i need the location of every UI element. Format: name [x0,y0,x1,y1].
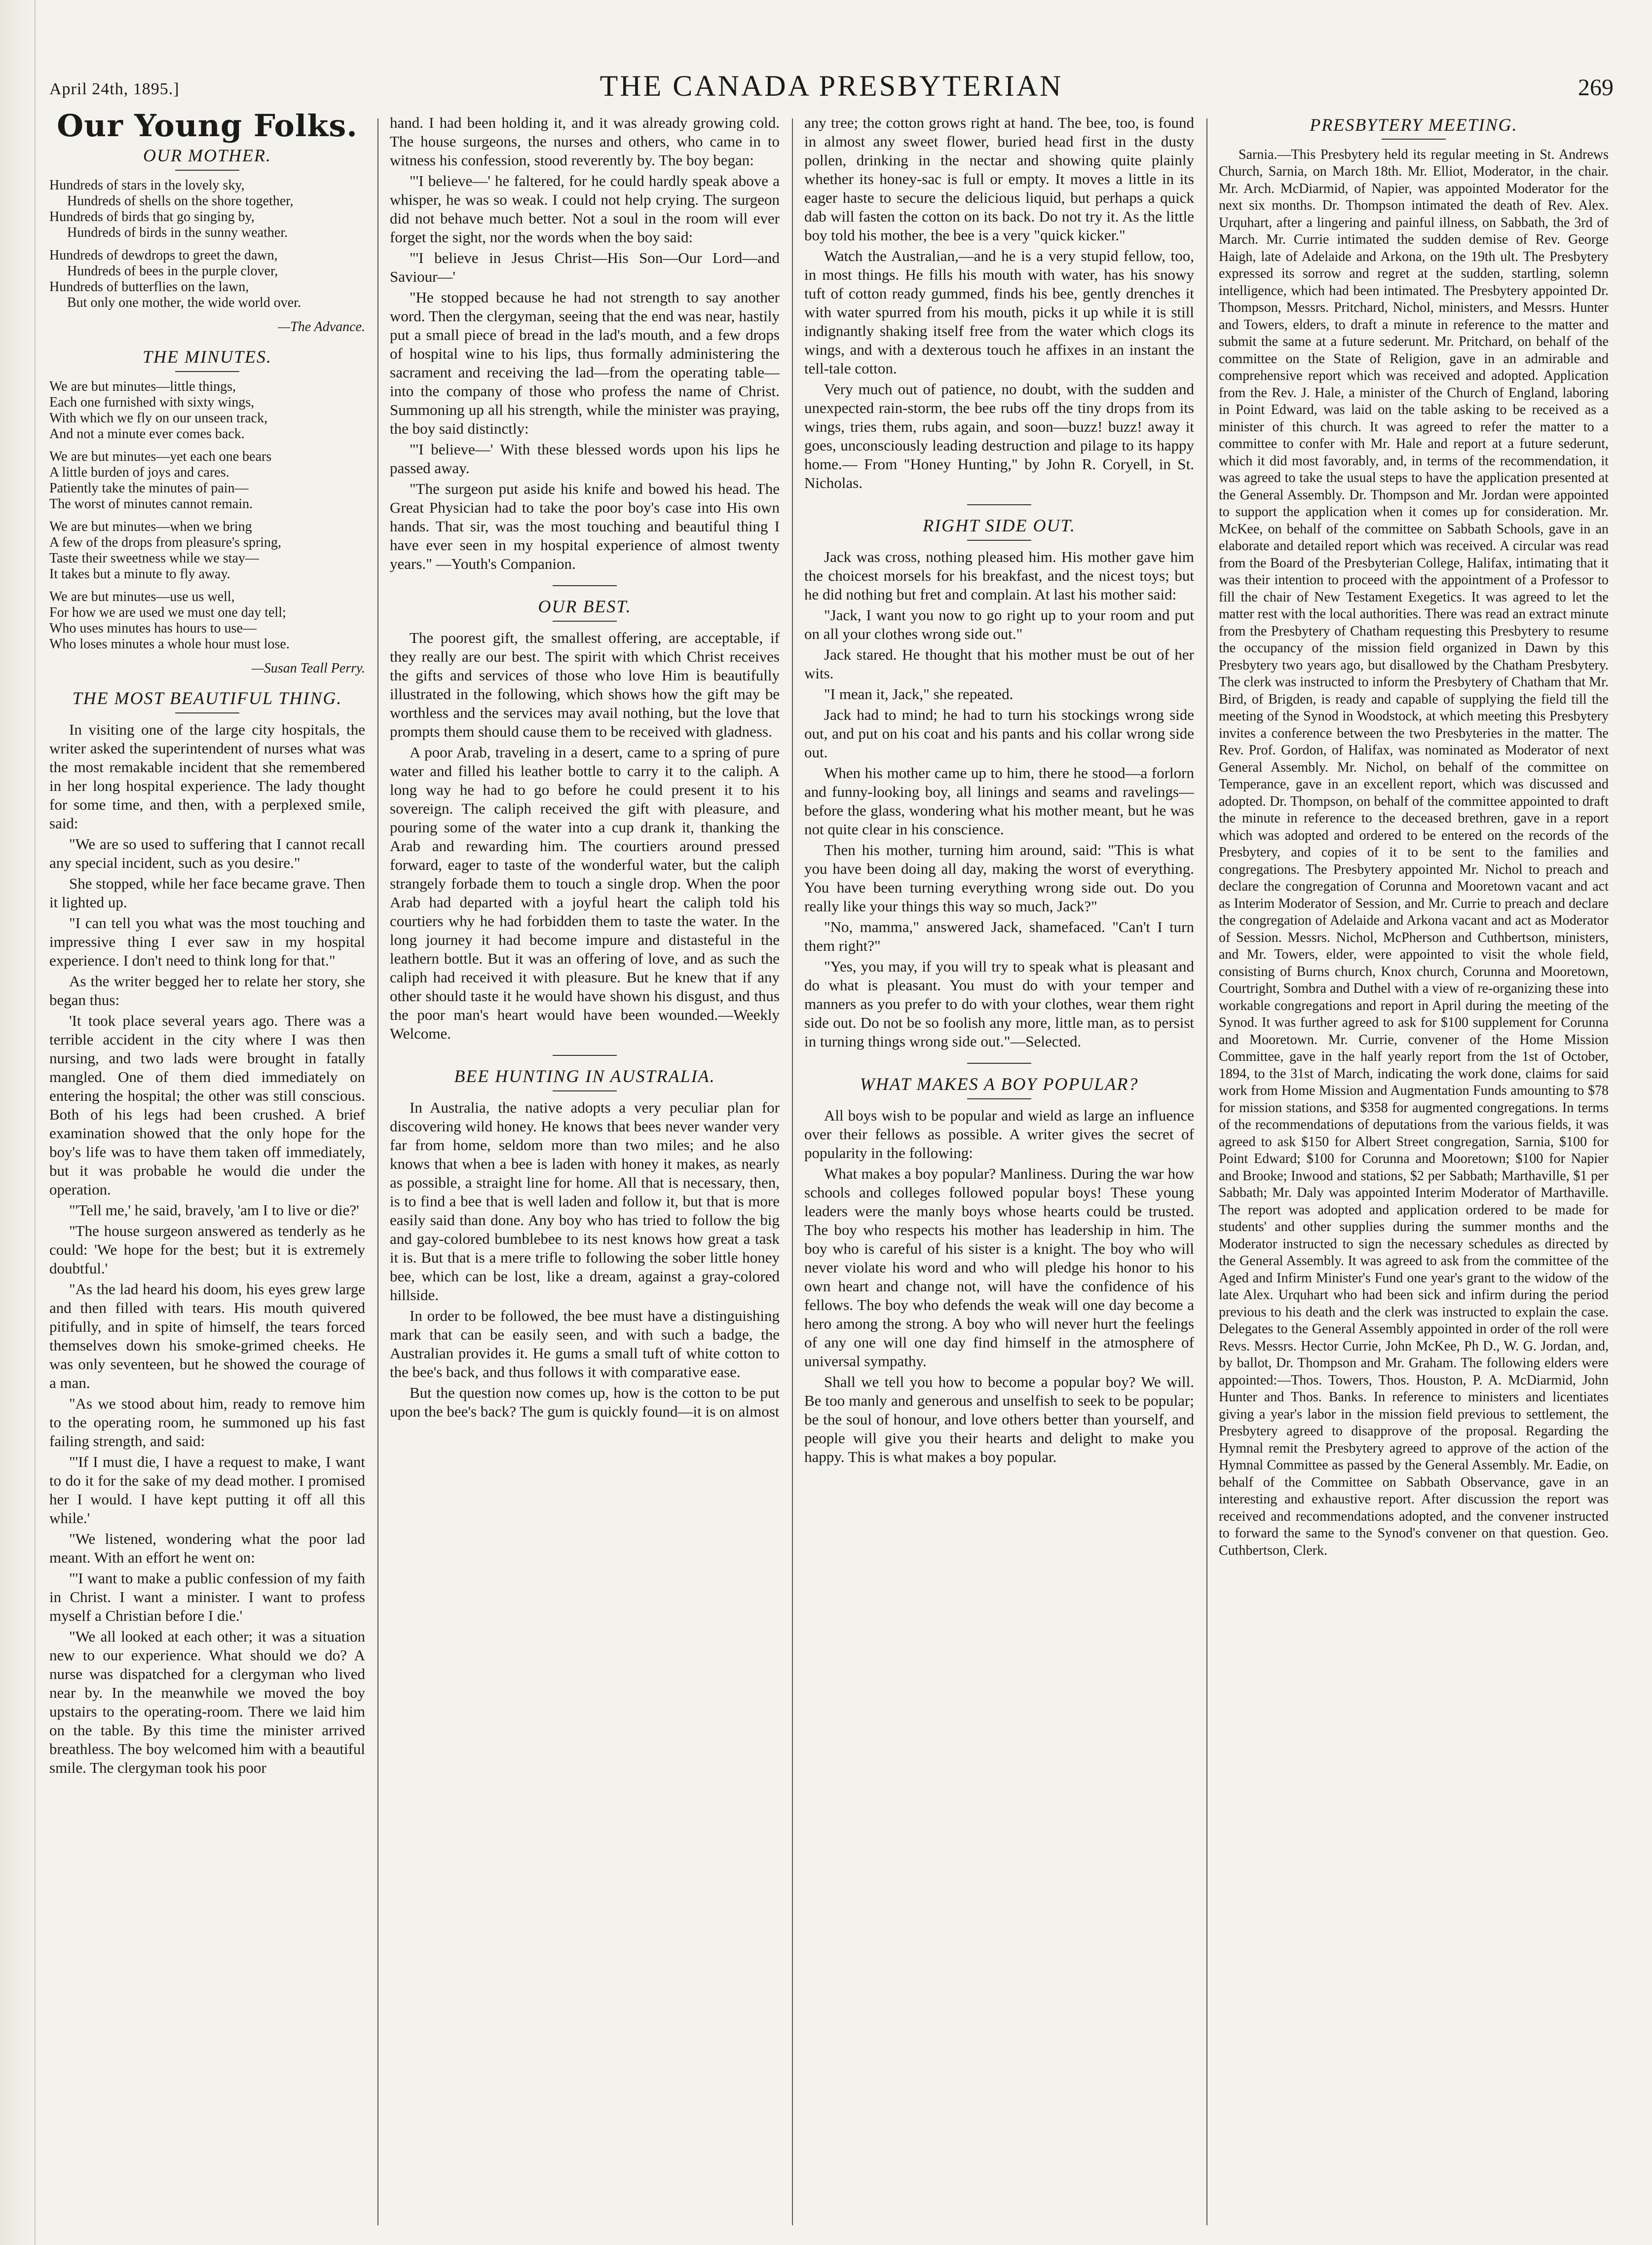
paragraph: "He stopped because he had not strength to say another word. Then the clergyman, seeing that the end was near, hastily put a small piece of bread in the lad's mouth, and a few drops of hospital wine to his lips, thus formally administering the sacrament and receiving the lad—from the operating table—into the company of those who profess the name of Christ. Summoning up all his strength, while the minister was praying, the boy said distinctly: [390,289,780,437]
article-title: RIGHT SIDE OUT. [923,516,1076,535]
page-number: 269 [1578,75,1614,101]
paragraph: "The house surgeon answered as tenderly as he could: 'We hope for the best; but it is extremely doubtful.' [49,1222,365,1277]
poem-line: With which we fly on our unseen track, [49,411,268,426]
paragraph: "Jack, I want you now to go right up to your room and put on all your clothes wrong side out." [804,606,1194,642]
article-divider [553,585,617,586]
section-masthead: Our Young Folks. [57,113,358,144]
poem-line: Who uses minutes has hours to use— [49,621,257,636]
poem-line: Patiently take the minutes of pain— [49,481,249,496]
title-divider [967,540,1031,541]
title-divider [967,1098,1031,1099]
article-body [804,1106,1194,1466]
poem-attribution: —Susan Teall Perry. [252,661,365,676]
poem-line: And not a minute ever comes back. [49,426,245,442]
article-body [804,113,1194,492]
column-rule [1206,118,1207,2225]
poem-line: Hundreds of birds in the sunny weather. [67,225,288,240]
title-divider [175,712,239,713]
column-3 [804,113,1194,2230]
poem-line: Each one furnished with sixty wings, [49,395,255,410]
paragraph: In visiting one of the large city hospitals, the writer asked the superintendent of nurses what was the most remakable incident that she remembered in her long hospital experience. The lady thought for some time, and then, with a perplexed smile, said: [49,721,365,832]
paragraph: "No, mamma," answered Jack, shamefaced. "Can't I turn them right?" [804,918,1194,954]
poem-title: THE MINUTES. [142,347,272,367]
poem-line: Hundreds of shells on the shore together, [67,193,294,209]
paragraph: As the writer begged her to relate her story, she began thus: [49,973,365,1009]
paragraph: "As we stood about him, ready to remove him to the operating room, he summoned up his fast failing strength, and said: [49,1395,365,1450]
poem-line: We are but minutes—use us well, [49,589,235,604]
paragraph: A poor Arab, traveling in a desert, came to a spring of pure water and filled his leather bottle to carry it to the caliph. A long way he had to go before he could present it to his sovereign. The caliph received the gift with pleasure, and pouring some of the water into a cup drank it, thanking the Arab and rewarding him. The courtiers around pressed forward, eager to taste of the wonderful water, but the caliph strangely forbade them to touch a single drop. When the poor Arab had departed with a joyful heart the caliph told his courtiers why he had forbidden them to taste the water. In the long journey it had become impure and distasteful in the leathern bottle. But it was an offering of love, and as such the caliph had received it with pleasure. But he knew that if any other should taste it he would have shown his disgust, and thus the poor man's heart would have been wounded.—Weekly Welcome. [390,744,780,1042]
article-title: PRESBYTERY MEETING. [1310,115,1518,135]
article-body [390,629,780,1043]
paragraph: "I mean it, Jack," she repeated. [824,685,1014,703]
paragraph: "'If I must die, I have a request to make, I want to do it for the sake of my dead mother. I promised her I would. I have kept putting it off all this while.' [49,1453,365,1527]
poem-line: Hundreds of bees in the purple clover, [67,263,278,279]
poem-title: OUR MOTHER. [143,146,271,165]
paragraph: In order to be followed, the bee must have a distinguishing mark that can be easily seen, and with such a badge, the Australian provides it. He gums a small tuft of white cotton to the bee's back, and thus follows it with comparative ease. [390,1307,780,1381]
column-1 [49,113,365,2230]
article-title: OUR BEST. [538,597,632,616]
poem-line: A few of the drops from pleasure's spring, [49,535,282,550]
page-binding-edge [0,0,36,2245]
poem-attribution: —The Advance. [278,319,365,335]
paragraph: "'I believe—' he faltered, for he could hardly speak above a whisper, he was so weak. I could not help crying. The surgeon did not behave much better. Not a soul in the room will ever forget the sight, nor the words when the boy said: [390,172,780,246]
paragraph: 'It took place several years ago. There was a terrible accident in the city where I was then nursing, and two lads were brought in fatally mangled. One of them died immediately on entering the hospital; the other was still conscious. Both of his legs had been crushed. A brief examination showed that the only hope for the boy's life was to have them taken off immediately, but it was probable he would die under the operation. [49,1012,365,1198]
paragraph: Jack was cross, nothing pleased him. His mother gave him the choicest morsels for his breakfast, and the nicest toys; but he did nothing but fret and complain. At last his mother said: [804,548,1194,603]
paragraph: "'I believe—' With these blessed words upon his lips he passed away. [390,441,780,477]
article-body [1219,147,1609,1560]
title-divider [175,170,239,171]
paragraph: Jack had to mind; he had to turn his stockings wrong side out, and put on his coat and his pants and his collar wrong side out. [804,706,1194,761]
poem-line: We are but minutes—little things, [49,379,236,394]
article-body [390,113,780,573]
paragraph: "The surgeon put aside his knife and bowed his head. The Great Physician had to take the poor boy's case into His own hands. That sir, was the most touching and beautiful thing I have ever seen in my hospital experience of almost twenty years." —Youth's Companion. [390,480,780,572]
column-4 [1219,113,1609,2230]
article-body [804,548,1194,1051]
article-body [49,720,365,1777]
paragraph: any tree; the cotton grows right at hand. The bee, too, is found in almost any sweet flower, buried head first in the dusty pollen, drinking in the nectar and showing quite plainly whether its honey-sac is full or empty. It moves a little in its eager haste to secure the delicious liquid, but perhaps a quick dab will fasten the cotton on its back. Do not try it. As the little boy told his mother, the bee is a very "quick kicker." [804,114,1194,244]
poem-the-minutes [49,379,365,652]
article-divider [967,1063,1031,1064]
paragraph: "'I believe in Jesus Christ—His Son—Our Lord—and Saviour—' [390,249,780,285]
poem-line: It takes but a minute to fly away. [49,566,230,582]
poem-line: Hundreds of stars in the lovely sky, [49,178,245,193]
poem-our-mother [49,178,365,311]
article-body [390,1098,780,1421]
paragraph: All boys wish to be popular and wield as large an influence over their fellows as possible. A writer gives the secret of popularity in the following: [804,1107,1194,1161]
paragraph: Then his mother, turning him around, said: "This is what you have been doing all day, making the worst of everything. You have been turning everything wrong side out. Do you really like your things this way so much, Jack?" [804,841,1194,915]
poem-line: But only one mother, the wide world over. [67,295,301,310]
paragraph: "'Tell me,' he said, bravely, 'am I to live or die?' [69,1201,359,1219]
poem-line: Hundreds of birds that go singing by, [49,209,255,224]
poem-line: Taste their sweetness while we stay— [49,551,259,566]
paragraph: hand. I had been holding it, and it was already growing cold. The house surgeons, the nurses and others, who came in to witness his confession, stood reverently by. The boy began: [390,114,780,169]
title-divider [553,1090,617,1091]
article-title: THE MOST BEAUTIFUL THING. [72,688,342,708]
paragraph: Watch the Australian,—and he is a very stupid fellow, too, in most things. He fills his mouth with water, has his snowy tuft of cotton ready gummed, finds his bee, gently drenches it with water spurred from his mouth, picks it up while it is still indignantly shaking itself free from the water which clogs its wings, and with a dexterous touch he affixes in an instant the tell-tale cotton. [804,247,1194,377]
poem-line: A little burden of joys and cares. [49,465,229,480]
issue-date: April 24th, 1895.] [49,80,180,98]
poem-line: Hundreds of butterflies on the lawn, [49,279,249,295]
paragraph: "'I want to make a public confession of my faith in Christ. I want a minister. I want to profess myself a Christian before I die.' [49,1570,365,1624]
paragraph: Jack stared. He thought that his mother must be out of her wits. [804,646,1194,682]
poem-line: We are but minutes—when we bring [49,519,252,534]
publication-title: THE CANADA PRESBYTERIAN [600,70,1063,102]
paragraph: "I can tell you what was the most touching and impressive thing I ever saw in my hospital experience. I don't need to think long for that." [49,914,365,969]
paragraph: What makes a boy popular? Manliness. During the war how schools and colleges followed popular boys! These young leaders were the manly boys whose hearts could be trusted. The boy who respects his mother has leadership in him. The boy who is careful of his sister is a knight. The boy who will never violate his word and who will pledge his honor to his own heart and change not, will have the confidence of his fellows. The boy who defends the weak will one day become a hero among the strong. A boy who will never hurt the feelings of any one will one day find himself in the atmosphere of universal sympathy. [804,1165,1194,1370]
paragraph: She stopped, while her face became grave. Then it lighted up. [49,875,365,911]
poem-line: For how we are used we must one day tell; [49,605,286,620]
paragraph: Sarnia.—This Presbytery held its regular meeting in St. Andrews Church, Sarnia, on March 18th. Mr. Elliot, Moderator, in the chair. Mr. Arch. McDiarmid, of Napier, was appointed Moderator for the next six months. Dr. Thompson intimated the death of Rev. Alex. Urquhart, after a lingering and painful illness, on Sabbath, the 3rd of March. Mr. Currie intimated the sudden demise of Rev. George Haigh, late of Adelaide and Arkona, on the 19th ult. The Presbytery expressed its sorrow and regret at the sudden, startling, solemn intelligence, which had been intimated. The Presbytery appointed Dr. Thompson, Messrs. Pritchard, Nichol, ministers, and Messrs. Hunter and Towers, elders, to draft a minute in reference to the matter and submit the same at a future sederunt. Mr. Pritchard, on behalf of the committee on the State of Religion, gave in an admirable and comprehensive report which was received and adopted. Application from the Rev. J. Hale, a minister of the Church of England, laboring in Point Edward, was laid on the table asking to be received as a minister of this church. It was agreed to refer the matter to a committee to confer with Mr. Hale and report at a future sederunt, which it did most favorably, and, in terms of the recommendation, it was agreed to take the usual steps to have the application presented at the General Assembly. Dr. Thompson and Mr. Jordan were appointed to support the application when it comes up for consideration. Mr. McKee, on behalf of the committee on Sabbath Schools, gave in an elaborate and detailed report which was received. A circular was read from the Board of the Presbyterian College, Halifax, intimating that it was their intention to proceed with the appointment of a Professor to fill the chair of New Testament Exegetics. It was agreed to let the matter rest with the local authorities. There was read an extract minute from the Presbytery of Chatham requesting this Presbytery to resume the occupancy of the mission field organized in Dawn by this Presbytery two years ago, but disallowed by the Chatham Presbytery. The clerk was instructed to inform the Presbytery of Chatham that Mr. Bird, of Brigden, is ready and capable of supplying the field till the meeting of the Synod in Woodstock, at which meeting this Presbytery invites a conference between the two Presbyteries in the matter. The Rev. Prof. Gordon, of Halifax, was nominated as Moderator of next General Assembly. Mr. Nichol, on behalf of the committee on Temperance, gave in an excellent report, which was discussed and adopted. Dr. Thompson, on behalf of the committee appointed to draft the minute in reference to the deceased brethren, gave in a report which was adopted and ordered to be entered on the records of the Presbytery, and copies of it to be sent to the families and congregations. The Presbytery appointed Mr. Nichol to preach and declare the congregation of Corunna and Mooretown vacant and act as Interim Moderator of Session, and Mr. Currie to preach and declare the congregation of Adelaide and Arkona vacant and act as Moderator of Session. Messrs. Nichol, McPherson and Cuthbertson, ministers, and Mr. Towers, elder, were appointed to visit the whole field, consisting of Burns church, Knox church, Corunna and Mooretown, Courtright, Sombra and Duthel with a view of re-organizing these into workable congregations and report in April during the meeting of the Synod. It was further agreed to ask for $100 supplement for Corunna and Mooretown. Mr. Currie, convener of the Home Mission Committee, gave in the half yearly report from the 1st of October, 1894, to the 31st of March, indicating the work done, claims for said work from Home Mission and Augmentation Funds amounting to $78 for mission stations, and $358 for augmented congregations. In terms of the recommendations of deputations from the various fields, it was agreed to ask $150 for Albert Street congregation, Sarnia, $100 for Point Edward; $100 for Corunna and Mooretown; $100 for Napier and Brooke; Inwood and stations, $2 per Sabbath; Marthaville, $1 per Sabbath; Mr. Daly was appointed Interim Moderator of Marthaville. The report was adopted and application ordered to be made for students' and other supplies during the summer months and the Moderator instructed to sign the necessary schedules as directed by the General Assembly. It was agreed to ask from the committee of the Aged and Infirm Minister's Fund one year's grant to the widow of the late Alex. Urquhart who had been sick and infirm during the period previous to his death and the clerk was instructed to explain the case. Delegates to the General Assembly appointed in order of the roll were Revs. Messrs. Hector Currie, John McKee, Ph D., W. G. Jordan, and, by ballot, Dr. Thompson and Mr. Graham. The following elders were appointed:—Thos. Towers, Thos. Houston, P. A. McDiarmid, John Hunter and Thos. Banks. In reference to ministers and licentiates giving a year's labor in the mission field previous to settlement, the Presbytery agreed to disapprove of the proposal. Regarding the Hymnal remit the Presbytery agreed to approve of the action of the Hymnal Committee as passed by the General Assembly. Mr. Eadie, on behalf of the Committee on Sabbath Observance, gave in an interesting and exhaustive report. After discussion the report was received and recommendations adopted, and the convener instructed to forward the same to the Synod's convener on that question. Geo. Cuthbertson, Clerk. [1219,147,1609,1558]
article-title: WHAT MAKES A BOY POPULAR? [860,1074,1139,1094]
paragraph: In Australia, the native adopts a very peculiar plan for discovering wild honey. He knows that bees never wander very far from home, seldom more than two miles; and he also knows that when a bee is laden with honey it makes, as nearly as possible, a straight line for home. All that is necessary, then, is to find a bee that is well laden and follow it, but that is more easily said than done. Any boy who has tried to follow the big and gay-colored bumblebee to its nest knows how great a task it is. But that is a mere trifle to following the sober little honey bee, which can be lost, like a dream, against a gray-colored hillside. [390,1099,780,1304]
article-divider [553,1055,617,1056]
paragraph: "As the lad heard his doom, his eyes grew large and then filled with tears. His mouth quivered pitifully, and in spite of himself, the tears forced themselves down his smoke-grimed cheeks. He was only seventeen, but he showed the courage of a man. [49,1280,365,1391]
paragraph: The poorest gift, the smallest offering, are acceptable, if they really are our best. The spirit with which Christ receives the gifts and services of those who love Him is beautifully illustrated in the following, which shows how the gift may be worthless and the services may avail nothing, but the love that prompts them should cause them to be received with gladness. [390,629,780,740]
column-rule [377,118,378,2225]
poem-line: We are but minutes—yet each one bears [49,449,272,464]
paragraph: When his mother came up to him, there he stood—a forlorn and funny-looking boy, all linings and seams and ravelings—before the glass, wondering what his mother meant, but he was not quite clear in his conscience. [804,764,1194,838]
page-header [49,69,1614,109]
column-2 [390,113,780,2230]
paragraph: "We are so used to suffering that I cannot recall any special incident, such as you desire." [49,835,365,871]
paragraph: "Yes, you may, if you will try to speak what is pleasant and do what is pleasant. You must do with your temper and manners as you prefer to do with your clothes, wear them right side out. Do not be so foolish any more, little man, as to persist in turning things wrong side out."—Selected. [804,958,1194,1050]
article-title: BEE HUNTING IN AUSTRALIA. [454,1066,715,1086]
paragraph: But the question now comes up, how is the cotton to be put upon the bee's back? The gum is quickly found—it is on almost [390,1384,780,1420]
column-rule [792,118,793,2225]
title-divider [175,371,239,372]
poem-line: Hundreds of dewdrops to greet the dawn, [49,248,278,263]
paragraph: "We all looked at each other; it was a situation new to our experience. What should we do? A nurse was dispatched for a clergyman who lived near by. In the meanwhile we moved the boy upstairs to the operating-room. There we laid him on the table. By this time the minister arrived breathless. The boy welcomed him with a beautiful smile. The clergyman took his poor [49,1628,365,1776]
article-divider [967,504,1031,505]
paragraph: Very much out of patience, no doubt, with the sudden and unexpected rain-storm, the bee rubs off the tiny drops from its wings, tries them, rubs again, and soon—buzz! buzz! away it goes, unconsciously leading destruction and pilage to its happy home.— From "Honey Hunting," by John R. Coryell, in St. Nicholas. [804,380,1194,491]
poem-line: The worst of minutes cannot remain. [49,496,253,512]
poem-line: Who loses minutes a whole hour must lose. [49,636,290,652]
title-divider [553,621,617,622]
paragraph: Shall we tell you how to become a popular boy? We will. Be too manly and generous and unselfish to seek to be popular; be the soul of honour, and love others better than yourself, and people will give you their hearts and delight to make you happy. This is what makes a boy popular. [804,1373,1194,1465]
title-divider [1382,139,1446,140]
paragraph: "We listened, wondering what the poor lad meant. With an effort he went on: [49,1530,365,1566]
